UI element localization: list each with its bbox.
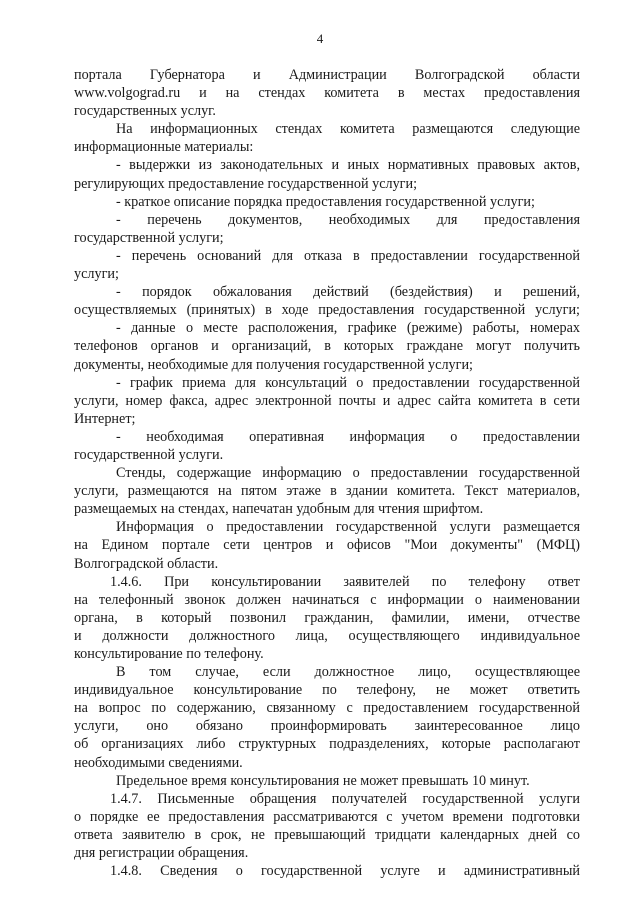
text-line: На информационных стендах комитета размещаются следующие xyxy=(116,121,580,138)
text-line: 1.4.6. При консультировании заявителей по телефону ответ xyxy=(110,573,580,590)
text-line: услуги; xyxy=(74,266,119,283)
text-line: ответа заявителю в срок, не превышающий тридцати календарных дней со xyxy=(74,826,580,843)
text-line: телефонов органов и организаций, в которых граждане могут получить xyxy=(74,338,580,355)
text-line: - график приема для консультаций о предоставлении государственной xyxy=(116,374,580,391)
text-line: о порядке ее предоставления рассматриваются с учетом времени подготовки xyxy=(74,808,580,825)
body-text xyxy=(74,66,580,880)
text-line: размещаемых на стендах, напечатан удобным для чтения шрифтом. xyxy=(74,501,484,518)
text-line: государственной услуги. xyxy=(74,446,224,463)
text-line: В том случае, если должностное лицо, осуществляющее xyxy=(116,664,580,681)
text-line: Волгоградской области. xyxy=(74,555,219,572)
text-line: на Едином портале сети центров и офисов "Мои документы" (МФЦ) xyxy=(74,537,580,554)
text-line: 1.4.8. Сведения о государственной услуге и административный xyxy=(110,863,580,880)
text-line: услуги, оно обязано проинформировать заинтересованное лицо xyxy=(74,718,580,735)
text-line: портала Губернатора и Администрации Волгоградской области xyxy=(74,67,580,83)
text-line: - перечень документов, необходимых для предоставления xyxy=(116,211,580,228)
text-line: государственной услуги; xyxy=(74,229,224,246)
text-line: - краткое описание порядка предоставления государственной услуги; xyxy=(116,193,535,210)
text-line: - выдержки из законодательных и иных нормативных правовых актов, xyxy=(116,157,580,174)
text-line: консультирование по телефону. xyxy=(74,646,264,662)
text-line: регулирующих предоставление государственной услуги; xyxy=(74,175,418,192)
page-number: 4 xyxy=(316,31,324,46)
text-line: - порядок обжалования действий (бездействия) и решений, xyxy=(116,284,580,301)
text-line: документы, необходимые для получения государственной услуги; xyxy=(74,356,473,373)
text-line: 1.4.7. Письменные обращения получателей государственной услуги xyxy=(110,790,580,807)
text-line: органа, в который позвонил гражданин, фамилии, имени, отчестве xyxy=(74,609,580,626)
text-line: индивидуальное консультирование по телефону, не может ответить xyxy=(74,682,580,699)
text-line: - перечень оснований для отказа в предоставлении государственной xyxy=(116,247,580,264)
text-line: - необходимая оперативная информация о предоставлении xyxy=(116,428,580,445)
text-line: - данные о месте расположения, графике (режиме) работы, номерах xyxy=(116,320,580,337)
text-line: Стенды, содержащие информацию о предоставлении государственной xyxy=(116,465,580,482)
text-line: Предельное время консультирования не может превышать 10 минут. xyxy=(116,772,530,789)
text-line: на вопрос по содержанию, связанному с предоставлением государственной xyxy=(74,700,580,717)
text-line: необходимыми сведениями. xyxy=(74,754,243,771)
text-line: www.volgograd.ru и на стендах комитета в местах предоставления xyxy=(74,85,580,102)
text-line: государственных услуг. xyxy=(74,103,216,120)
text-line: на телефонный звонок должен начинаться с информации о наименовании xyxy=(74,591,580,608)
text-line: осуществляемых (принятых) в ходе предоставления государственной услуги; xyxy=(74,302,580,319)
text-line: услуги, размещаются на пятом этаже в здании комитета. Текст материалов, xyxy=(74,483,580,500)
text-line: дня регистрации обращения. xyxy=(74,845,249,862)
text-line: Интернет; xyxy=(74,410,136,427)
text-line: услуги, номер факса, адрес электронной почты и адрес сайта комитета в сети xyxy=(74,392,580,409)
text-line: Информация о предоставлении государственной услуги размещается xyxy=(116,519,580,536)
text-line: информационные материалы: xyxy=(74,139,254,156)
text-line: об организациях либо структурных подразделениях, которые располагают xyxy=(74,736,580,753)
text-line: и должности должностного лица, осуществляющего индивидуальное xyxy=(74,627,580,644)
